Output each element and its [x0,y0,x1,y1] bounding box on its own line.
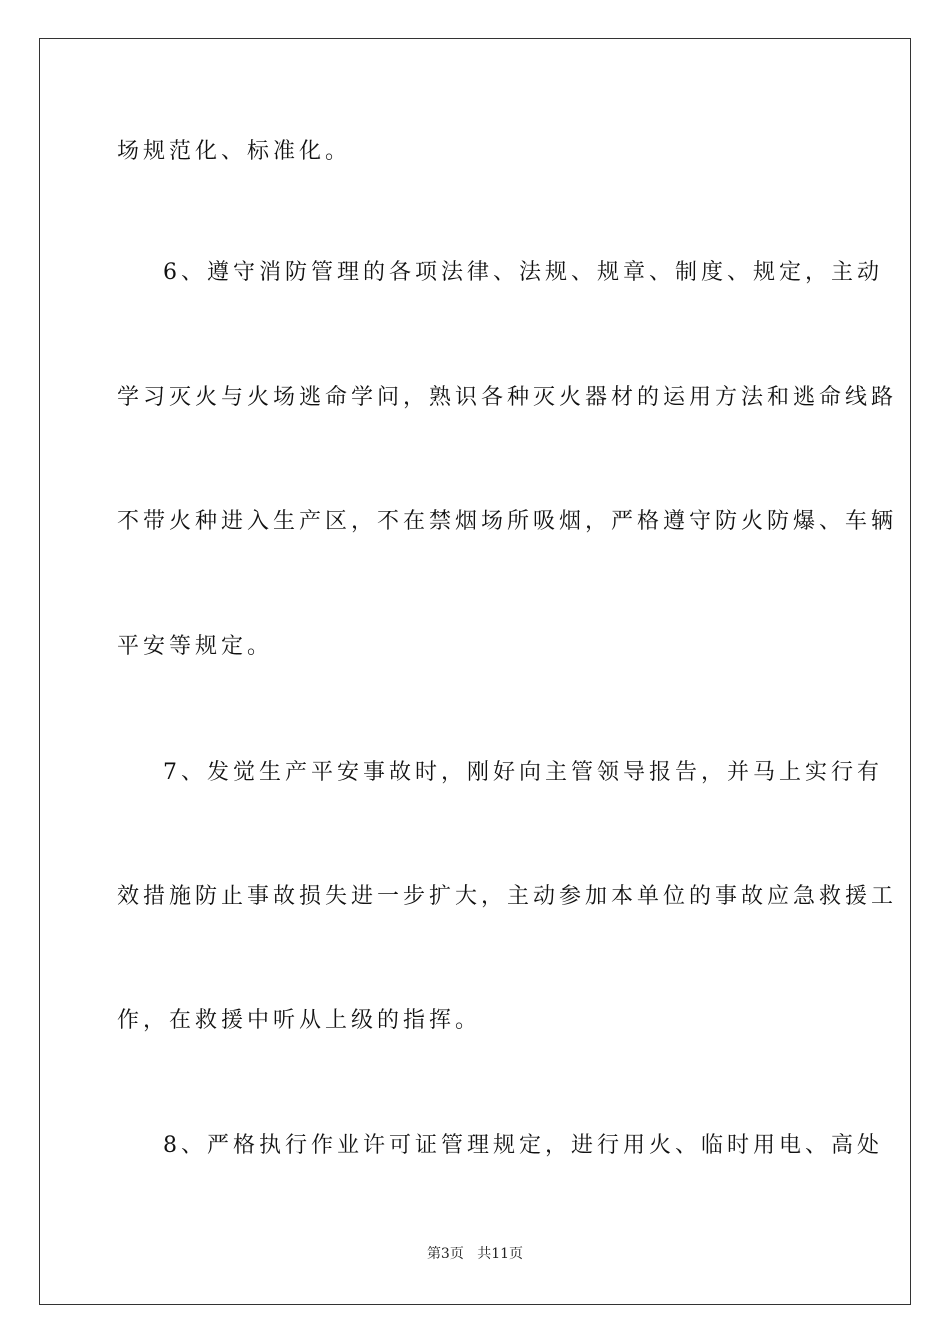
text-line-7: 效措施防止事故损失进一步扩大，主动参加本单位的事故应急救援工 [117,884,898,909]
text-line-8: 作，在救援中听从上级的指挥。 [117,1008,482,1033]
text-line-2: 6、遵守消防管理的各项法律、法规、规章、制度、规定，主动 [163,260,883,285]
text-line-5: 平安等规定。 [117,634,274,659]
text-line-6: 7、发觉生产平安事故时，刚好向主管领导报告，并马上实行有 [163,760,883,785]
text-line-4: 不带火种进入生产区，不在禁烟场所吸烟，严格遵守防火防爆、车辆 [117,509,898,534]
text-line-3: 学习灭火与火场逃命学问，熟识各种灭火器材的运用方法和逃命线路 [117,385,898,410]
page-number-total: 共11页 [477,1246,524,1262]
page-border [39,38,911,1305]
page-footer [0,1244,950,1264]
text-line-9: 8、严格执行作业许可证管理规定，进行用火、临时用电、高处 [163,1133,883,1158]
text-line-1: 场规范化、标准化。 [117,139,352,164]
page-number-current: 第3页 [426,1246,464,1262]
